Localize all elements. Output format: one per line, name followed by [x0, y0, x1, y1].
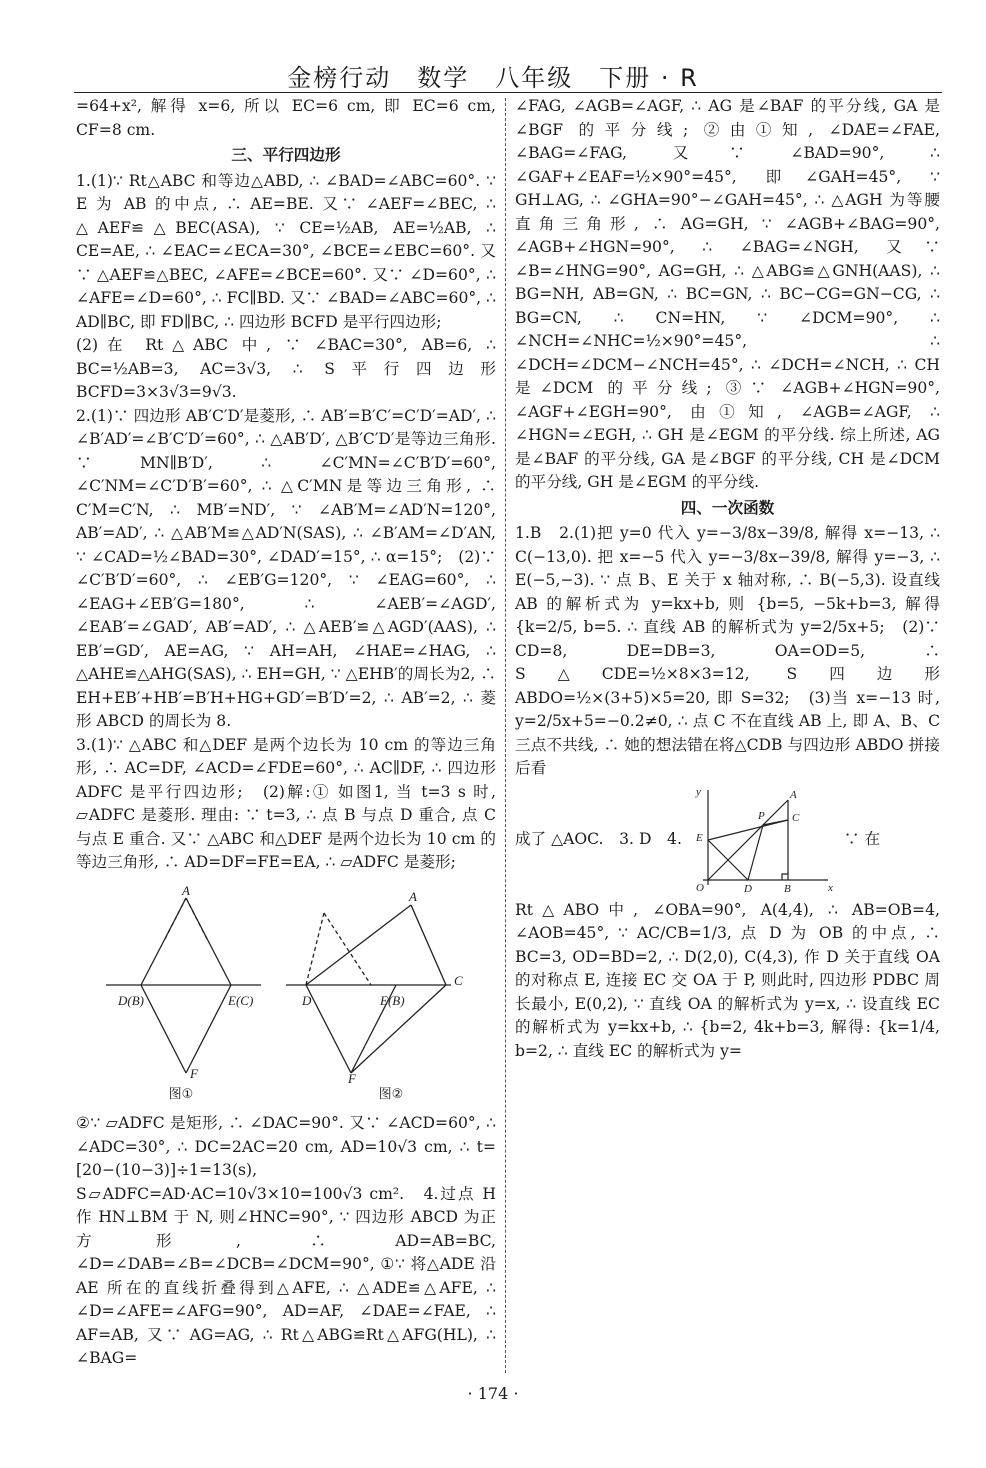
fig1-label-A: A	[182, 882, 190, 898]
intro-paragraph: =64+x², 解得 x=6, 所以 EC=6 cm, 即 EC=6 cm, CF=8 cm.	[76, 97, 496, 139]
answer-4-intro-text: ∵ 在	[843, 829, 881, 848]
fig2-label-C: C	[454, 972, 463, 988]
fig1-label-EC: E(C)	[228, 992, 254, 1008]
answer-4-continued: ∠FAG, ∠AGB=∠AGF, ∴ AG 是∠BAF 的平分线, GA 是∠BGF 的平分线; ②由①知, ∠DAE=∠FAE, ∠BAG=∠FAG, 又∵ ∠BAD=90°, ∴ ∠GAF+∠EAF=½×90°=45°, 即∠GAH=45°, ∵ GH⊥AG, ∴ ∠GHA=90°−∠GAH=45°, ∴ △AGH 为等腰直角三角形, ∴ AG=GH, ∵ ∠AGB+∠BAG=90°, ∠AGB+∠HGN=90°, ∴ ∠BAG=∠NGH, 又∵ ∠B=∠HNG=90°, AG=GH, ∴ △ABG≌△GNH(AAS), ∴ BG=NH, AB=GN, ∴ BC=GN, ∴ BC−CG=GN−CG, ∴ BG=CN, ∴ CN=HN, ∵ ∠DCM=90°, ∴ ∠NCH=∠NHC=½×90°=45°, ∴ ∠DCH=∠DCM−∠NCH=45°, ∴ ∠DCH=∠NCH, ∴ CH 是∠DCM 的平分线; ③∵ ∠AGB+∠HGN=90°, ∠AGF+∠EGH=90°, 由①知, ∠AGB=∠AGF, ∴ ∠HGN=∠EGH, ∴ GH 是∠EGM 的平分线. 综上所述, AG 是∠BAF 的平分线, GA 是∠BGF 的平分线, CH 是∠DCM 的平分线, GH 是∠EGM 的平分线.	[515, 97, 940, 491]
answer-1-part2: (2)在 Rt△ABC 中, ∵ ∠BAC=30°, AB=6, ∴ BC=½AB=3, AC=3√3, ∴ S平行四边形BCFD=3×3√3=9√3.	[76, 336, 496, 401]
answer-3: 3.(1)∵ △ABC 和△DEF 是两个边长为 10 cm 的等边三角形, ∴ AC=DF, ∠ACD=∠FDE=60°, ∴ AC∥DF, ∴ 四边形 ADFC 是平行四边形; (2)解:① 如图1, 当 t=3 s 时, ▱ADFC 是菱形. 理由: ∵ t=3, ∴ 点 B 与点 D 重合, 点 C 与点 E 重合. 又∵ △ABC 和△DEF 是两个边长为 10 cm 的等边三角形, ∴ AD=DF=FE=EA, ∴ ▱ADFC 是菱形;	[76, 735, 496, 871]
page-number: · 174 ·	[467, 1384, 519, 1403]
figure-1	[106, 898, 261, 1073]
section-title-parallelogram: 三、平行四边形	[231, 146, 341, 164]
geometry-figures	[76, 883, 496, 1083]
answer-3-part2-and-4: ②∵ ▱ADFC 是矩形, ∴ ∠DAC=90°. 又∵ ∠ACD=60°, ∴ ∠ADC=30°, ∴ DC=2AC=20 cm, AD=10√3 cm, ∴ t=[20−(10−3)]÷1=13(s), S▱ADFC=AD·AC=10√3×10=100√3 cm². 4.过点 H 作 HN⊥BM 于 N, 则∠HNC=90°, ∵ 四边形 ABCD 为正方形, ∴ AD=AB=BC, ∠D=∠DAB=∠B=∠DCB=∠DCM=90°, ①∵ 将△ADE 沿 AE 所在的直线折叠得到△AFE, ∴ △ADE≌△AFE, ∴ ∠D=∠AFE=∠AFG=90°, AD=AF, ∠DAE=∠FAE, ∴ AF=AB, 又∵ AG=AG, ∴ Rt△ABG≌Rt△AFG(HL), ∴ ∠BAG=	[76, 1114, 496, 1367]
fig3-label-E: E	[695, 831, 703, 844]
fig3-label-P: P	[757, 809, 765, 822]
figures-1-2	[76, 883, 496, 1107]
coordinate-figure	[688, 785, 838, 895]
fig2-label-F: F	[348, 1070, 356, 1083]
answer-4-solution: Rt△ABO中, ∠OBA=90°, A(4,4), ∴ AB=OB=4, ∠AOB=45°, ∵ AC/CB=1/3, 点 D 为 OB 的中点, ∴ BC=3, OD=BD=2, ∴ D(2,0), C(4,3), 作 D 关于直线 OA 的对称点 E, 连接 EC 交 OA 于 P, 则此时, 四边形 PDBC 周长最小, E(0,2), ∵ 直线 OA 的解析式为 y=x, ∴ 设直线 EC 的解析式为 y=kx+b, ∴ {b=2, 4k+b=3, 解得: {k=1/4, b=2, ∴ 直线 EC 的解析式为 y=	[515, 900, 940, 1060]
answer-3-4-with-figure	[515, 785, 940, 895]
fig3-label-y: y	[695, 785, 701, 798]
fig1-label-DB: D(B)	[118, 992, 144, 1008]
fig2-label-A: A	[409, 888, 417, 904]
right-column	[515, 95, 940, 1063]
fig3-label-B: B	[783, 882, 791, 895]
figure-2-caption: 图②	[378, 1086, 404, 1102]
fig2-label-D: D	[302, 992, 312, 1008]
answer-1: 1.(1)∵ Rt△ABC 和等边△ABD, ∴ ∠BAD=∠ABC=60°. ∵ E 为 AB 的中点, ∴ AE=BE. 又∵ ∠AEF=∠BEC, ∴ △AEF≌△BEC(ASA), ∵ CE=½AB, AE=½AB, ∴ CE=AE, ∴ ∠EAC=∠ECA=30°, ∠BCE=∠EBC=60°. 又∵ △AEF≌△BEC, ∠AFE=∠BCE=60°. 又∵ ∠D=60°, ∴ ∠AFE=∠D=60°, ∴ FC∥BD. 又∵ ∠BAD=∠ABC=60°, ∴ AD∥BC, 即 FD∥BC, ∴ 四边形 BCFD 是平行四边形;	[76, 171, 496, 331]
figure-1-caption: 图①	[168, 1086, 194, 1102]
fig3-label-x: x	[827, 881, 833, 894]
answer-3-4-text: 成了 △AOC. 3. D 4.	[515, 829, 682, 848]
fig3-label-C: C	[791, 811, 800, 824]
answers-1-2-linear: 1.B 2.(1)把 y=0 代入 y=−3/8x−39/8, 解得 x=−13, ∴ C(−13,0). 把 x=−5 代入 y=−3/8x−39/8, 解得 y=−3, ∴ E(−5,−3). ∵ 点 B、E 关于 x 轴对称, ∴ B(−5,3). 设直线 AB 的解析式为 y=kx+b, 则 {b=5, −5k+b=3, 解得 {k=2/5, b=5. ∴ 直线 AB 的解析式为 y=2/5x+5; (2)∵ CD=8, DE=DB=3, OA=OD=5, ∴ S△CDE=½×8×3=12, S四边形ABDO=½×(3+5)×5=20, 即 S=32; (3)当 x=−13 时, y=2/5x+5=−0.2≠0, ∴ 点 C 不在直线 AB 上, 即 A、B、C 三点不共线, ∴ 她的想法错在将△CDB 与四边形 ABDO 拼接后看	[515, 524, 940, 777]
fig2-label-EB: E(B)	[380, 992, 405, 1008]
column-divider	[505, 98, 506, 1373]
answer-2: 2.(1)∵ 四边形 AB′C′D′是菱形, ∴ AB′=B′C′=C′D′=AD′, ∴ ∠B′AD′=∠B′C′D′=60°, ∴ △AB′D′, △B′C′D′是等边三角形. ∵ MN∥B′D′, ∴ ∠C′MN=∠C′B′D′=60°, ∠C′NM=∠C′D′B′=60°, ∴ △C′MN是等边三角形, ∴ C′M=C′N, ∴ MB′=ND′, ∵ ∠AB′M=∠AD′N=120°, AB′=AD′, ∴ △AB′M≌△AD′N(SAS), ∴ ∠B′AM=∠D′AN, ∵ ∠CAD=½∠BAD=30°, ∠DAD′=15°, ∴ α=15°; (2)∵ ∠C′B′D′=60°, ∴ ∠EB′G=120°, ∵ ∠EAG=60°, ∴ ∠EAG+∠EB′G=180°, ∴ ∠AEB′=∠AGD′, ∠EAB′=∠GAD′, AB′=AD′, ∴ △AEB′≌△AGD′(AAS), ∴ EB′=GD′, AE=AG, ∵ AH=AH, ∠HAE=∠HAG, ∴ △AHE≌△AHG(SAS), ∴ EH=GH, ∵ △EHB′的周长为2, ∴ EH+EB′+HB′=B′H+HG+GD′=B′D′=2, ∴ AB′=2, ∴ 菱形 ABCD 的周长为 8.	[76, 406, 496, 730]
fig1-label-F: F	[190, 1065, 198, 1081]
page-header: 金榜行动 数学 八年级 下册 · R	[287, 64, 699, 92]
fig3-label-A: A	[789, 788, 797, 801]
section-title-linear-function: 四、一次函数	[680, 498, 775, 517]
fig3-label-D: D	[743, 882, 752, 895]
left-column	[76, 95, 496, 1371]
header-rule	[74, 92, 942, 93]
figure-2	[286, 905, 451, 1073]
fig3-label-O: O	[695, 881, 704, 894]
